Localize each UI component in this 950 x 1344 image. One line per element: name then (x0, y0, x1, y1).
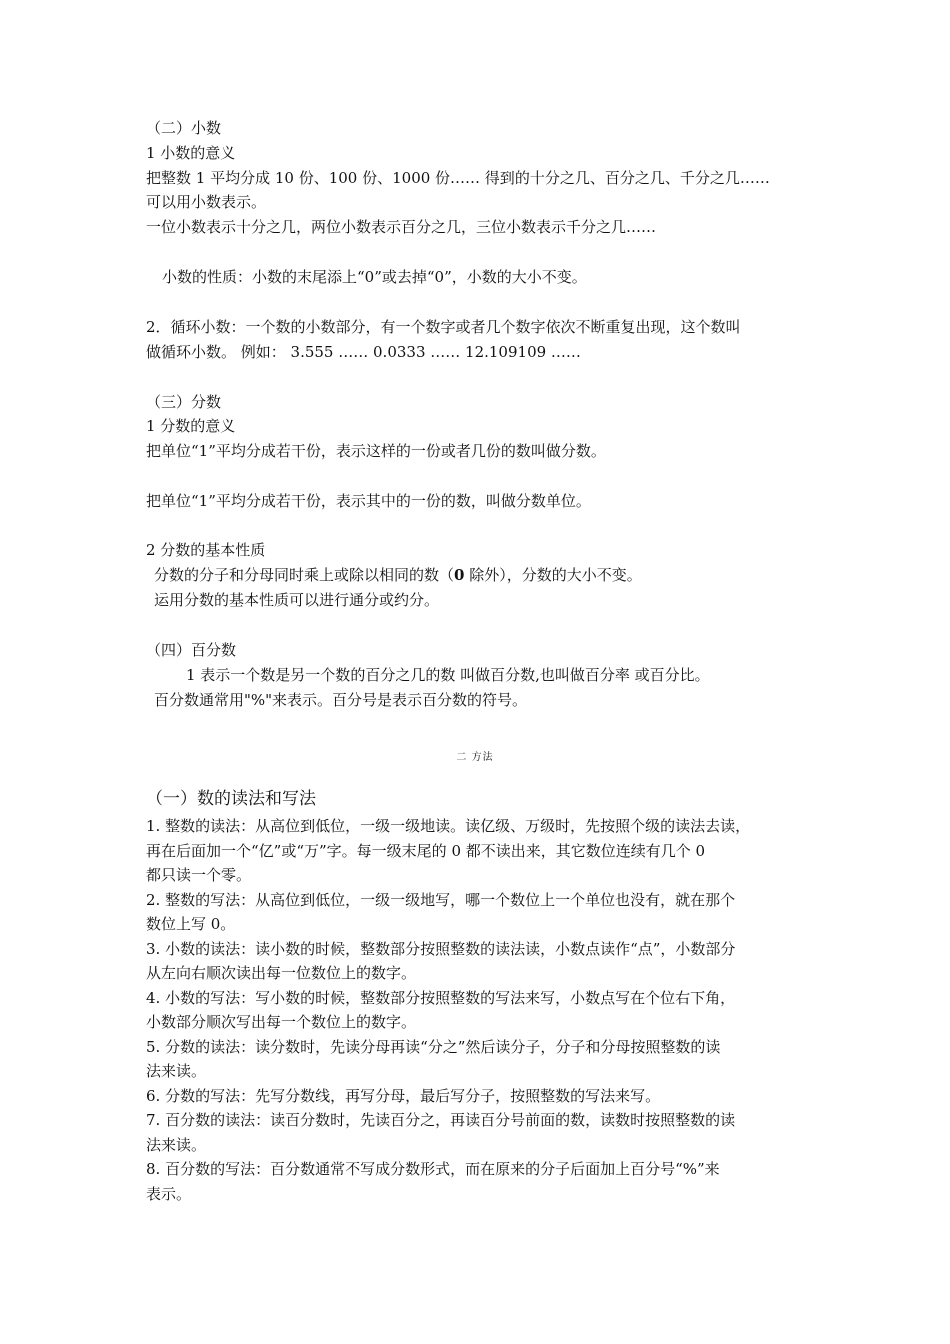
paragraph-line: 2．循环小数：一个数的小数部分，有一个数字或者几个数字依次不断重复出现，这个数叫 (146, 318, 741, 336)
paragraph-line: 把单位“1”平均分成若干份，表示这样的一份或者几份的数叫做分数。 (146, 442, 606, 460)
paragraph-line: 5. 分数的读法：读分数时，先读分母再读“分之”然后读分子，分子和分母按照整数的读 (146, 1038, 721, 1056)
paragraph-line: 小数的性质：小数的末尾添上“0”或去掉“0”，小数的大小不变。 (162, 268, 587, 286)
text-span: 分数的分子和分母同时乘上或除以相同的数（ (154, 566, 455, 584)
paragraph-line: 法来读。 (146, 1136, 207, 1154)
section-heading-decimal: （二）小数 (146, 119, 222, 137)
paragraph-line: 都只读一个零。 (146, 866, 252, 884)
paragraph-line (154, 563, 642, 587)
paragraph-line: 从左向右顺次读出每一位数位上的数字。 (146, 964, 417, 982)
paragraph-line: 把单位“1”平均分成若干份，表示其中的一份的数，叫做分数单位。 (146, 492, 591, 510)
subheading-fraction-meaning: 1 分数的意义 (146, 417, 236, 435)
text-span: 除外），分数的大小不变。 (464, 566, 642, 584)
paragraph-line: 一位小数表示十分之几，两位小数表示百分之几，三位小数表示千分之几…… (146, 218, 657, 236)
paragraph-line: 做循环小数。 例如： 3.555 …… 0.0333 …… 12.109109 …… (146, 343, 581, 361)
paragraph-line: 再在后面加一个“亿”或“万”字。每一级末尾的 0 都不读出来，其它数位连续有几个 0 (146, 842, 706, 860)
paragraph-line: 3. 小数的读法：读小数的时候，整数部分按照整数的读法读，小数点读作“点”，小数部分 (146, 940, 736, 958)
section-heading-percent: （四）百分数 (146, 641, 237, 659)
paragraph-line: 表示。 (146, 1185, 192, 1203)
paragraph-line: 法来读。 (146, 1062, 207, 1080)
paragraph-line: 4. 小数的写法：写小数的时候，整数部分按照整数的写法来写，小数点写在个位右下角， (146, 989, 736, 1007)
paragraph-line: 运用分数的基本性质可以进行通分或约分。 (154, 591, 440, 609)
bold-zero: 0 (454, 566, 465, 584)
paragraph-line: 2. 整数的写法：从高位到低位，一级一级地写，哪一个数位上一个单位也没有，就在那个 (146, 891, 736, 909)
section-heading-methods: （一）数的读法和写法 (146, 789, 316, 809)
subheading-fraction-property: 2 分数的基本性质 (146, 541, 266, 559)
paragraph-line: 1. 整数的读法：从高位到低位，一级一级地读。读亿级、万级时，先按照个级的读法去读， (146, 817, 751, 835)
paragraph-line: 1 表示一个数是另一个数的百分之几的数 叫做百分数,也叫做百分率 或百分比。 (186, 666, 710, 684)
paragraph-line: 百分数通常用"%"来表示。百分号是表示百分数的符号。 (154, 691, 528, 709)
paragraph-line: 小数部分顺次写出每一个数位上的数字。 (146, 1013, 417, 1031)
paragraph-line: 8. 百分数的写法：百分数通常不写成分数形式，而在原来的分子后面加上百分号“%”来 (146, 1160, 720, 1178)
paragraph-line: 可以用小数表示。 (146, 193, 267, 211)
subheading-decimal-meaning: 1 小数的意义 (146, 144, 236, 162)
paragraph-line: 6. 分数的写法：先写分数线，再写分母，最后写分子，按照整数的写法来写。 (146, 1087, 661, 1105)
paragraph-line: 把整数 1 平均分成 10 份、100 份、1000 份…… 得到的十分之几、百分之几、千分之几…… (146, 169, 770, 187)
paragraph-line: 7. 百分数的读法：读百分数时，先读百分之，再读百分号前面的数，读数时按照整数的读 (146, 1111, 736, 1129)
chapter-title: 二 方法 (456, 752, 494, 763)
paragraph-line: 数位上写 0。 (146, 915, 236, 933)
section-heading-fraction: （三）分数 (146, 393, 222, 411)
